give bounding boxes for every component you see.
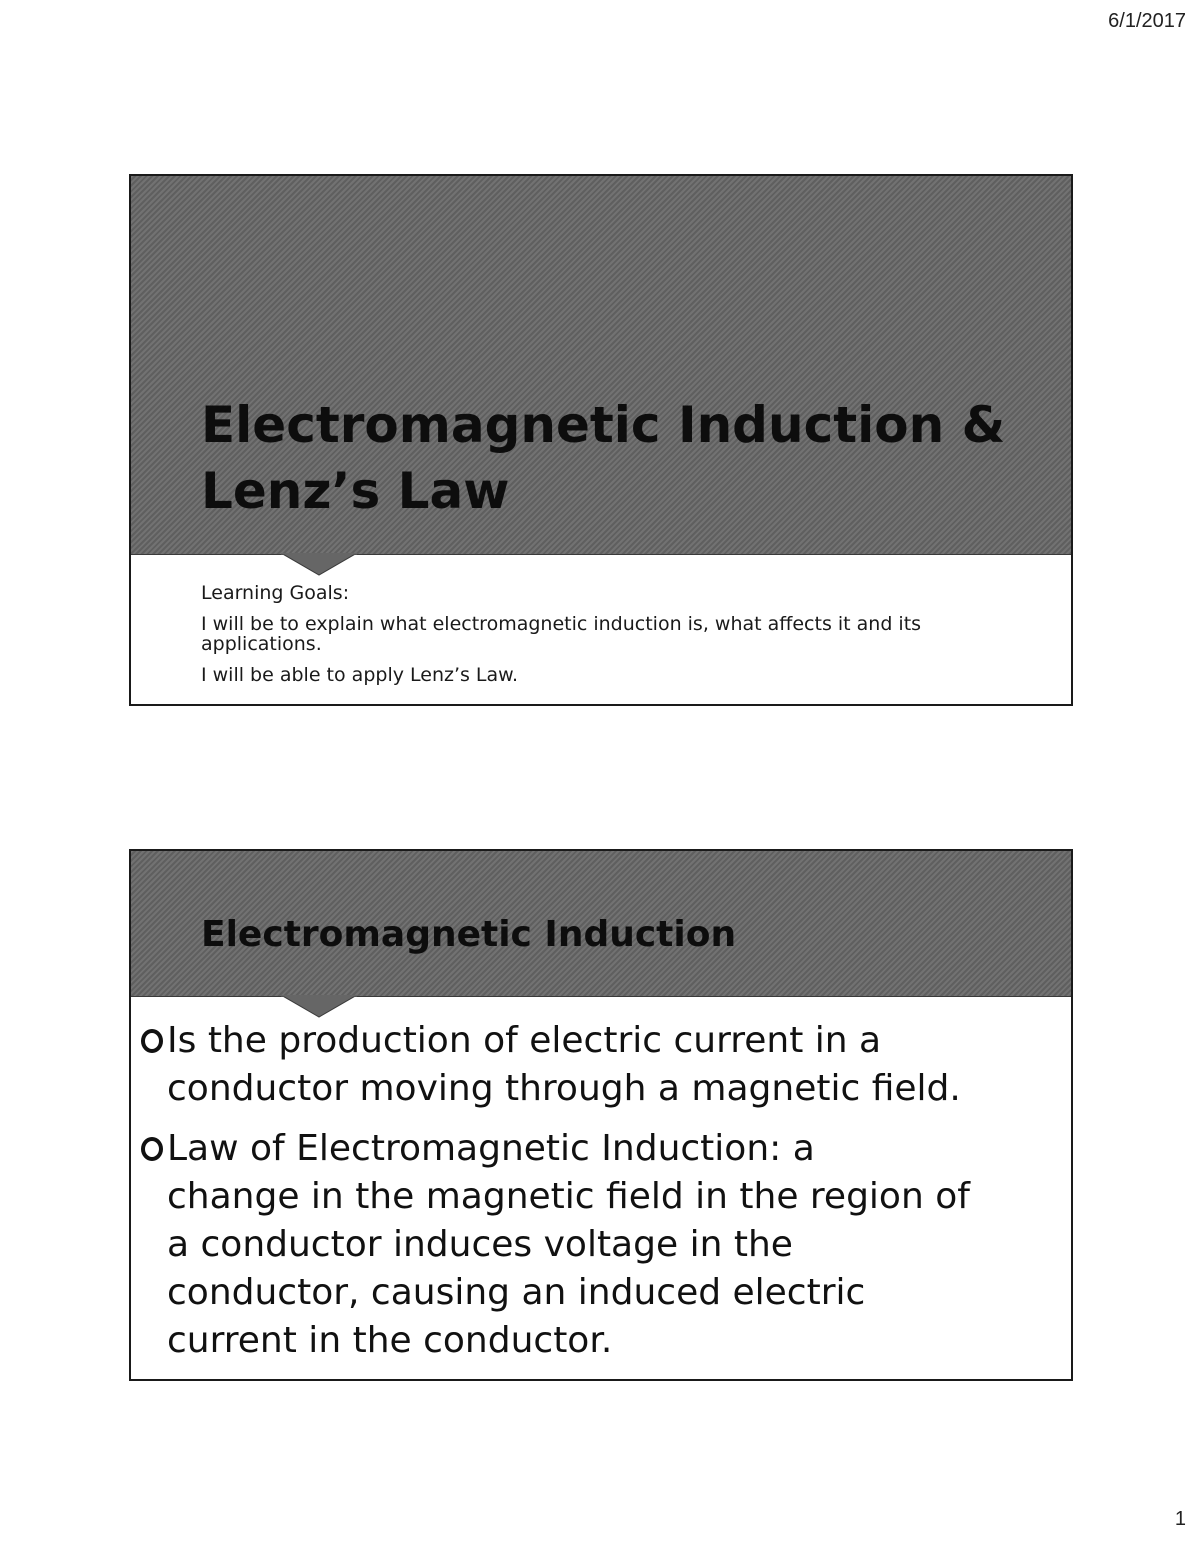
- slide-electromagnetic-induction: [129, 849, 1073, 1381]
- bullet-2-line-2: change in the magnetic field in the region of: [167, 1176, 970, 1217]
- page-number: 1: [1174, 1508, 1186, 1530]
- circle-bullet-icon: [141, 1029, 163, 1053]
- title-line-1: Electromagnetic Induction &: [201, 396, 1006, 454]
- slide-title: [129, 174, 1073, 706]
- learning-goal-item: [201, 614, 1021, 654]
- bullet-2-line-5: current in the conductor.: [167, 1320, 613, 1361]
- circle-bullet-icon: [141, 1137, 163, 1161]
- slide-main-title: [201, 392, 1021, 524]
- bullet-2-line-1: Law of Electromagnetic Induction: a: [167, 1128, 815, 1169]
- bullet-2-line-4: conductor, causing an induced electric: [167, 1272, 866, 1313]
- learning-goals-heading: Learning Goals:: [201, 582, 350, 604]
- slide-section-title: Electromagnetic Induction: [201, 914, 737, 955]
- page-date: 6/1/2017: [1108, 10, 1186, 32]
- title-line-2: Lenz’s Law: [201, 462, 510, 520]
- goal-2-line-1: I will be able to apply Lenz’s Law.: [201, 664, 518, 686]
- bullet-1-line-1: Is the production of electric current in a: [167, 1020, 882, 1061]
- header-pointer-notch: [281, 995, 357, 1019]
- learning-goals: [201, 582, 1021, 686]
- learning-goal-item: [201, 664, 1021, 686]
- list-item: [139, 1125, 1059, 1365]
- bullet-2-line-3: a conductor induces voltage in the: [167, 1224, 793, 1265]
- bullet-1-line-2: conductor moving through a magnetic field.: [167, 1068, 961, 1109]
- goal-1-line-1: I will be to explain what electromagnetic induction is, what affects it and its: [201, 613, 922, 635]
- header-pointer-notch: [281, 553, 357, 577]
- list-item: [139, 1017, 1059, 1113]
- goal-1-line-2: applications.: [201, 633, 322, 655]
- bullet-list: [139, 1017, 1059, 1377]
